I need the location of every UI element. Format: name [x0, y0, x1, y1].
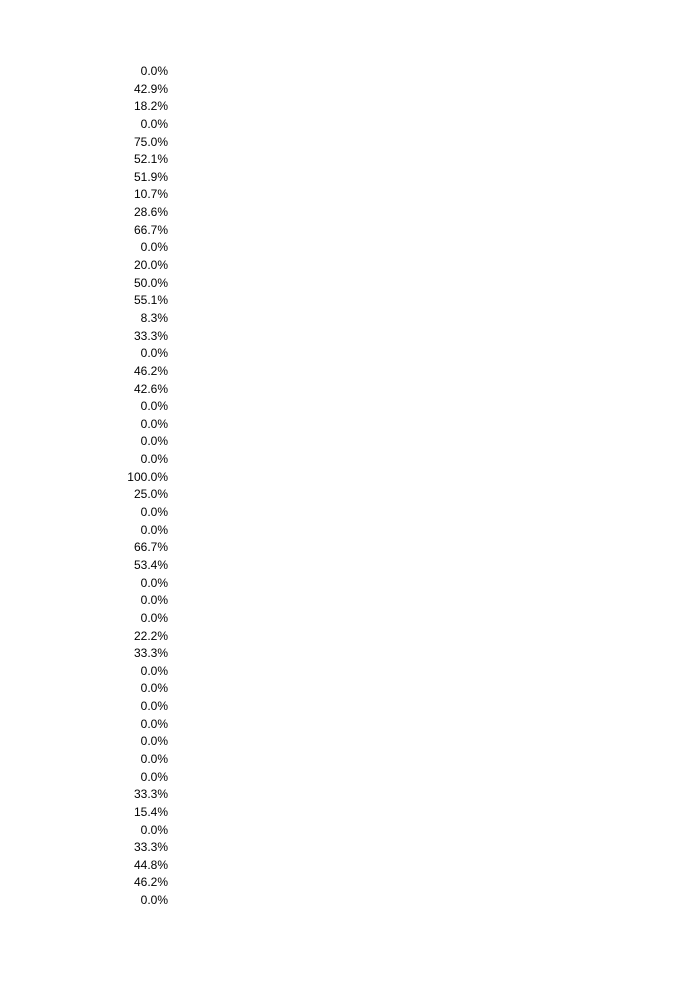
percentage-cell: 22.2%: [133, 628, 168, 643]
percentage-cell: 51.9%: [133, 169, 168, 184]
percentage-cell: 10.7%: [133, 187, 168, 202]
percentage-cell: 0.0%: [140, 399, 168, 414]
percentage-cell: 0.0%: [140, 116, 168, 131]
percentage-cell: 55.1%: [133, 293, 168, 308]
percentage-cell: 0.0%: [140, 64, 168, 78]
percentage-cell: 50.0%: [133, 275, 168, 290]
percentage-cell: 0.0%: [140, 346, 168, 361]
percentage-cell: 42.9%: [133, 81, 168, 96]
percentage-cell: 0.0%: [140, 610, 168, 625]
percentage-cell: 0.0%: [140, 663, 168, 678]
percentage-cell: 0.0%: [140, 434, 168, 449]
percentage-column: [110, 63, 168, 910]
percentage-cell: 0.0%: [140, 575, 168, 590]
percentage-cell: 33.3%: [133, 787, 168, 802]
percentage-cell: 100.0%: [127, 469, 168, 484]
percentage-cell: 42.6%: [133, 381, 168, 396]
percentage-cell: 0.0%: [140, 699, 168, 714]
percentage-cell: 20.0%: [133, 258, 168, 273]
percentage-cell: 75.0%: [133, 134, 168, 149]
percentage-cell: 25.0%: [133, 487, 168, 502]
percentage-cell: 0.0%: [140, 751, 168, 766]
percentage-cell: 33.3%: [133, 328, 168, 343]
percentage-cell: 46.2%: [133, 875, 168, 890]
percentage-cell: 44.8%: [133, 857, 168, 872]
percentage-cell: 66.7%: [133, 222, 168, 237]
percentage-cell: 33.3%: [133, 646, 168, 661]
percentage-cell: 0.0%: [140, 522, 168, 537]
percentage-cell: 0.0%: [140, 822, 168, 837]
percentage-cell: 0.0%: [140, 505, 168, 520]
percentage-cell: 0.0%: [140, 769, 168, 784]
percentage-cell: 0.0%: [140, 681, 168, 696]
percentage-cell: 0.0%: [140, 452, 168, 467]
percentage-cell: 0.0%: [140, 416, 168, 431]
percentage-cell: 0.0%: [140, 893, 168, 908]
percentage-cell: 46.2%: [133, 363, 168, 378]
percentage-cell: 18.2%: [133, 99, 168, 114]
percentage-cell: 0.0%: [140, 716, 168, 731]
percentage-cell: 15.4%: [133, 804, 168, 819]
percentage-cell: 0.0%: [140, 734, 168, 749]
percentage-cell: 66.7%: [133, 540, 168, 555]
percentage-cell: 52.1%: [133, 152, 168, 167]
percentage-cell: 33.3%: [133, 840, 168, 855]
percentage-cell: 0.0%: [140, 593, 168, 608]
percentage-cell: 0.0%: [140, 240, 168, 255]
percentage-cell: 8.3%: [140, 310, 168, 325]
percentage-cell: 28.6%: [133, 205, 168, 220]
percentage-cell: 53.4%: [133, 557, 168, 572]
